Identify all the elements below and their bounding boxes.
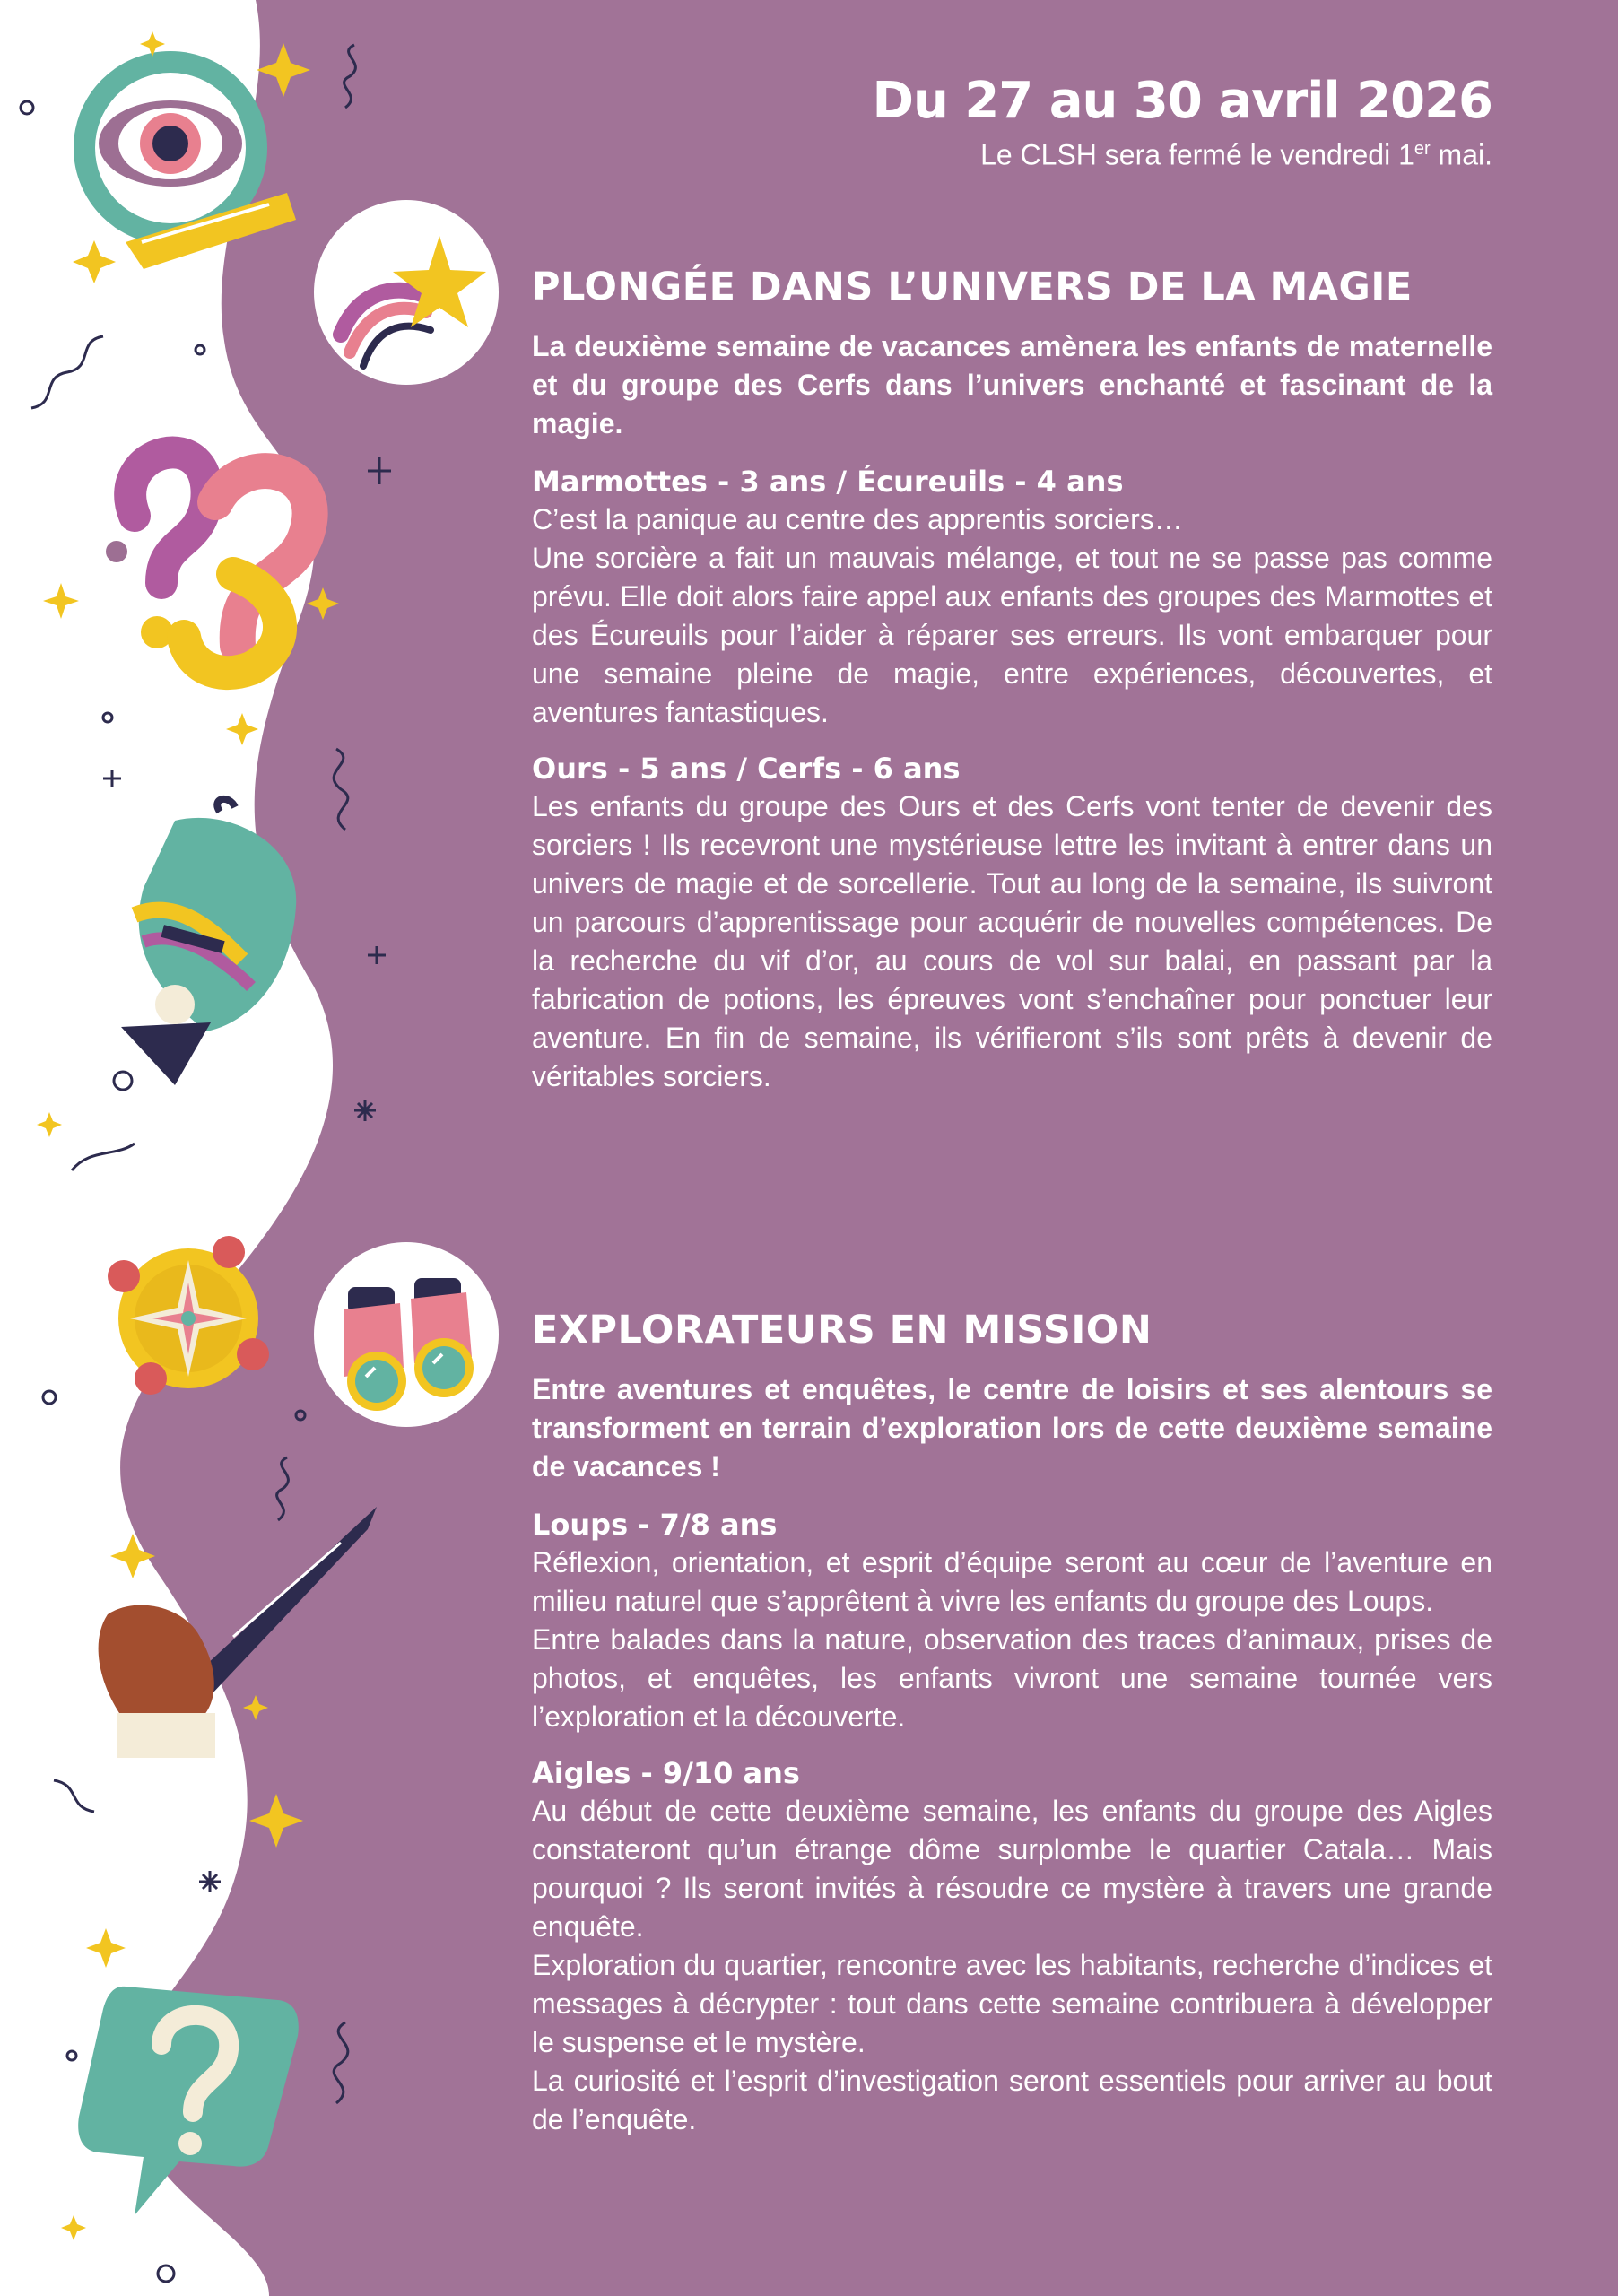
section-title: EXPLORATEURS EN MISSION <box>532 1308 1153 1352</box>
section-icon-circle <box>314 1242 499 1427</box>
group-title: Loups - 7/8 ans <box>532 1508 778 1542</box>
group-paragraph: Entre balades dans la nature, observation des traces d’animaux, prises de photos, et enquêtes, les enfants vivront une semaine tournée vers l’exploration et la découverte. <box>532 1623 1492 1733</box>
section-icon-circle <box>314 200 499 385</box>
group-block <box>532 750 1492 1096</box>
closure-text: Le CLSH sera fermé le vendredi 1 <box>980 138 1414 171</box>
section-lead: La deuxième semaine de vacances amènera les enfants de maternelle et du groupe des Cerfs dans l’univers enchanté et fascinant de la magie. <box>532 330 1492 439</box>
group-paragraph: Une sorcière a fait un mauvais mélange, et tout ne se passe pas comme prévu. Elle doit alors faire appel aux enfants des groupes des Marmottes et des Écureuils pour l’aider à réparer ses erreurs. Ils vont embarquer pour une semaine pleine de magie, entre expériences, découvertes, et aventures fantastiques. <box>532 542 1492 728</box>
section-lead: Entre aventures et enquêtes, le centre de loisirs et ses alentours se transforment en terrain d’exploration lors de cette deuxième semaine de vacances ! <box>532 1373 1492 1483</box>
group-title: Ours - 5 ans / Cerfs - 6 ans <box>532 752 961 786</box>
group-paragraph: Exploration du quartier, rencontre avec les habitants, recherche d’indices et messages à décrypter : tout dans cette semaine contribuera à développer le suspense et le mystère. <box>532 1949 1492 2058</box>
group-block <box>532 463 1492 732</box>
group-paragraph: Réflexion, orientation, et esprit d’équipe seront au cœur de l’aventure en milieu naturel que s’apprêtent à vivre les enfants du groupe des Loups. <box>532 1546 1492 1617</box>
white-wave-band <box>0 0 333 2296</box>
group-block <box>532 1506 1492 1736</box>
group-paragraph: C’est la panique au centre des apprentis sorciers… <box>532 503 1183 535</box>
group-block <box>532 1754 1492 2139</box>
group-title: Aigles - 9/10 ans <box>532 1756 800 1790</box>
section-magic <box>532 263 1492 1114</box>
section-title: PLONGÉE DANS L’UNIVERS DE LA MAGIE <box>532 265 1413 309</box>
group-paragraph: Les enfants du groupe des Ours et des Cerfs vont tenter de devenir des sorciers ! Ils recevront une mystérieuse lettre les invitant à entrer dans un univers de magie et de sorcellerie. Tout au long de la semaine, ils suivront un parcours d’apprentissage pour acquérir de nouvelles compétences. De la recherche du vif d’or, au cours de vol sur balai, en passant par la fabrication de potions, les épreuves vont s’enchaîner pour ponctuer leur aventure. En fin de semaine, ils vérifieront s’ils sont prêts à devenir de véritables sorciers. <box>532 790 1492 1092</box>
shooting-star-icon <box>314 200 499 385</box>
section-explorers <box>532 1306 1492 2157</box>
closure-notice <box>872 131 1492 173</box>
binoculars-icon <box>314 1242 499 1427</box>
closure-text-end: mai. <box>1430 138 1492 171</box>
group-title: Marmottes - 3 ans / Écureuils - 4 ans <box>532 465 1124 499</box>
date-range: Du 27 au 30 avril 2026 <box>872 72 1492 130</box>
group-paragraph: La curiosité et l’esprit d’investigation seront essentiels pour arriver au bout de l’enquête. <box>532 2065 1492 2135</box>
closure-superscript: er <box>1414 139 1431 159</box>
group-paragraph: Au début de cette deuxième semaine, les enfants du groupe des Aigles constateront qu’un étrange dôme surplombe le quartier Catala… Mais pourquoi ? Ils seront invités à résoudre ce mystère à travers une grande enquête. <box>532 1795 1492 1943</box>
page-header <box>872 72 1492 173</box>
